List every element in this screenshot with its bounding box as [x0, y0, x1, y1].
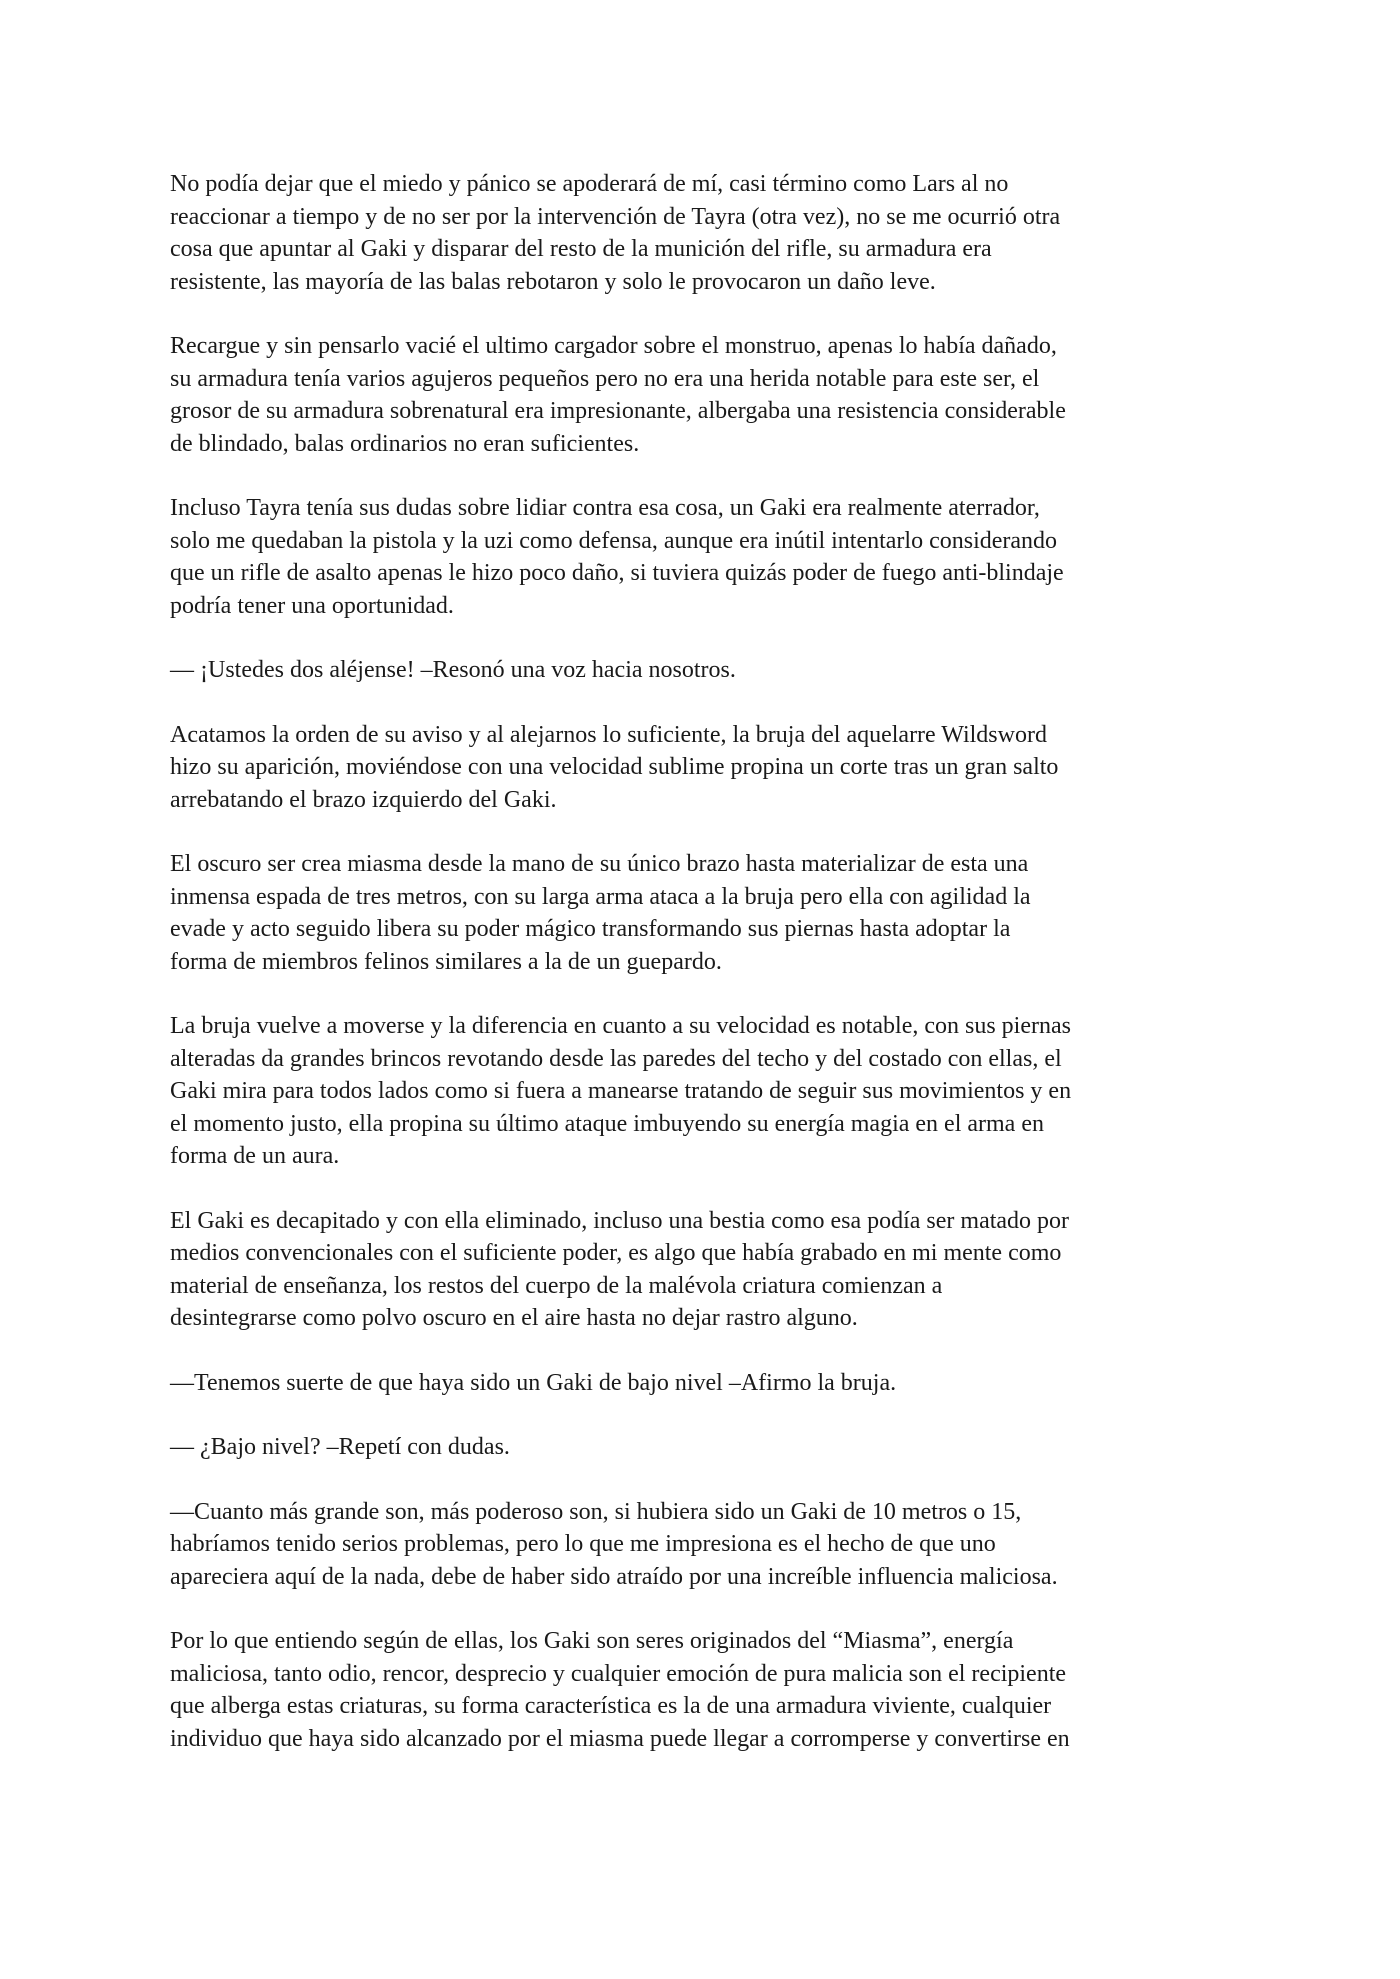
paragraph-2: Recargue y sin pensarlo vacié el ultimo cargador sobre el monstruo, apenas lo había dañado, su armadura tenía varios agujeros pequeños pero no era una herida notable para este ser, el grosor de su armadura sobrenatural era impresionante, albergaba una resistencia considerable de blindado, balas ordinarios no eran suficientes. — [170, 333, 1066, 457]
paragraph-7: La bruja vuelve a moverse y la diferencia en cuanto a su velocidad es notable, con sus piernas alteradas da grandes brincos revotando desde las paredes del techo y del costado con ellas, el Gaki mira para todos lados como si fuera a manearse tratando de seguir sus movimientos y en el momento justo, ella propina su último ataque imbuyendo su energía magia en el arma en forma de un aura. — [170, 1013, 1072, 1169]
paragraph-8: El Gaki es decapitado y con ella eliminado, incluso una bestia como esa podía ser matado por medios convencionales con el suficiente poder, es algo que había grabado en mi mente como material de enseñanza, los restos del cuerpo de la malévola criatura comienzan a desintegrarse como polvo oscuro en el aire hasta no dejar rastro alguno. — [170, 1207, 1070, 1331]
paragraph-3: Incluso Tayra tenía sus dudas sobre lidiar contra esa cosa, un Gaki era realmente aterrador, solo me quedaban la pistola y la uzi como defensa, aunque era inútil intentarlo considerando que un rifle de asalto apenas le hizo poco daño, si tuviera quizás poder de fuego anti-blindaje podría tener una oportunidad. — [170, 495, 1064, 619]
paragraph-10-dialogue: — ¿Bajo nivel? –Repetí con dudas. — [170, 1434, 510, 1460]
paragraph-12: Por lo que entiendo según de ellas, los Gaki son seres originados del “Miasma”, energía maliciosa, tanto odio, rencor, desprecio y cualquier emoción de pura malicia son el recipiente que alberga estas criaturas, su forma característica es la de una armadura viviente, cualquier individuo que haya sido alcanzado por el miasma puede llegar a corromperse y convertirse en — [170, 1628, 1070, 1752]
paragraph-11-dialogue: —Cuanto más grande son, más poderoso son, si hubiera sido un Gaki de 10 metros o 15, habríamos tenido serios problemas, pero lo que me impresiona es el hecho de que uno apareciera aquí de la nada, debe de haber sido atraído por una increíble influencia maliciosa. — [170, 1498, 1058, 1590]
paragraph-5: Acatamos la orden de su aviso y al alejarnos lo suficiente, la bruja del aquelarre Wildsword hizo su aparición, moviéndose con una velocidad sublime propina un corte tras un gran salto arrebatando el brazo izquierdo del Gaki. — [170, 721, 1059, 813]
document-body — [170, 168, 1230, 1755]
paragraph-9-dialogue: —Tenemos suerte de que haya sido un Gaki de bajo nivel –Afirmo la bruja. — [170, 1369, 897, 1396]
paragraph-6: El oscuro ser crea miasma desde la mano de su único brazo hasta materializar de esta una inmensa espada de tres metros, con su larga arma ataca a la bruja pero ella con agilidad la evade y acto seguido libera su poder mágico transformando sus piernas hasta adoptar la forma de miembros felinos similares a la de un guepardo. — [170, 851, 1031, 975]
paragraph-4-dialogue: — ¡Ustedes dos aléjense! –Resonó una voz hacia nosotros. — [170, 657, 736, 683]
paragraph-1: No podía dejar que el miedo y pánico se apoderará de mí, casi término como Lars al no reaccionar a tiempo y de no ser por la intervención de Tayra (otra vez), no se me ocurrió otra cosa que apuntar al Gaki y disparar del resto de la munición del rifle, su armadura era resistente, las mayoría de las balas rebotaron y solo le provocaron un daño leve. — [170, 171, 1061, 295]
